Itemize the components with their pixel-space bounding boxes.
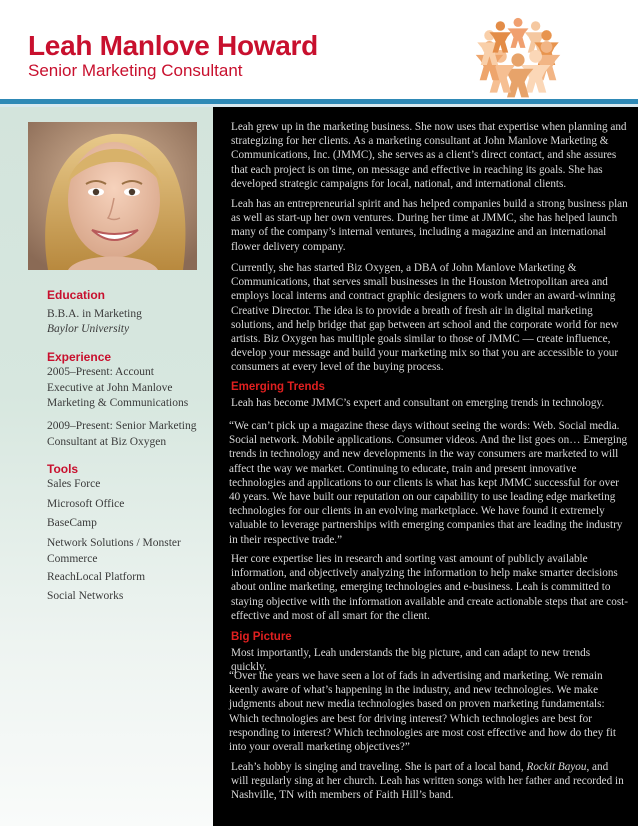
people-circle-logo-icon	[458, 6, 578, 98]
bio-paragraph: Her core expertise lies in research and sorting vast amount of publicly available information, and objectively analyzing the information to help make smarter decisions about online marketing, emerging technologies and e-business. Leah is committed to staying objective with the information available and create actionable steps that are cost-effective and most of all smart for the client.	[231, 553, 629, 622]
bio-paragraph: Leah grew up in the marketing business. She now uses that expertise when planning and strategizing for her clients. As a marketing consultant at John Manlove Marketing & Communications, Inc. (JMMC), she serves as a client’s direct contact, and she assures that each project is on time, on message and effective in reaching its goals. She has developed strategic campaigns for local, national, and international clients.	[231, 121, 627, 190]
person-title: Senior Marketing Consultant	[28, 61, 243, 80]
experience-item: 2009–Present: Senior Marketing Consultant at Biz Oxygen	[47, 420, 197, 448]
header	[0, 0, 638, 102]
big-picture-heading: Big Picture	[231, 631, 292, 643]
band-name: Rockit Bayou	[526, 761, 587, 773]
hobby-paragraph	[231, 760, 628, 803]
tool-item: Microsoft Office	[47, 498, 125, 510]
tools-heading: Tools	[47, 462, 79, 476]
education-degree: B.B.A. in Marketing	[47, 308, 142, 320]
quote-paragraph: “We can’t pick up a magazine these days without seeing the words: Web. Social media. Social network. Mobile applications. Consumer videos. And the list goes on… Emerging trends in technology and new developments in the way consumers are marketed to will affect the way we market. Continuing to educate, train and present innovative technologies and applications to our clients is what has kept JMMC successful for over 40 years. We have built our reputation on our capability to use leading edge marketing technologies for our clients in an evolving marketplace. We have found it extremely valuable to leverage partnerships with emerging companies that are leading the industry in their respective trade.”	[229, 420, 628, 546]
bio-paragraph: Most importantly, Leah understands the big picture, and can adapt to new trends quickly.	[231, 647, 591, 674]
main-content	[213, 107, 638, 826]
bio-paragraph: Leah has become JMMC’s expert and consultant on emerging trends in technology.	[231, 397, 605, 409]
profile-photo	[28, 122, 197, 270]
tool-item: Network Solutions / Monster Commerce	[47, 537, 181, 565]
tool-item: BaseCamp	[47, 517, 97, 529]
emerging-trends-heading: Emerging Trends	[231, 381, 325, 393]
quote-paragraph: “Over the years we have seen a lot of fads in advertising and marketing. We remain keenly aware of what’s happening in the industry, and new technologies. We make judgments about new media technologies based on proven marketing fundamentals: Which technologies are best for driving interest? Which technologies are best for responding to interest? Which technologies are most cost effective and how do they fit into your overall marketing objectives?”	[229, 670, 617, 754]
sidebar	[0, 107, 213, 826]
tool-item: Social Networks	[47, 590, 124, 602]
hobby-text: Leah’s hobby is singing and traveling. She is part of a local band,	[231, 761, 527, 773]
bio-paragraph: Currently, she has started Biz Oxygen, a DBA of John Manlove Marketing & Communications, that serves small businesses in the Houston Metropolitan area and employs local interns and contract graphic designers to work under an award-winning Creative Director. The idea is to provide a breath of fresh air in digital marketing solutions, and help bridge that gap between art school and the corporate world for new artists. Biz Oxygen has multiple goals similar to those of JMMC — create influence, develop your message and build your marketing mix so that you are accessible to your consumers at every level of the buying process.	[231, 262, 619, 374]
tool-item: Sales Force	[47, 478, 101, 490]
person-name: Leah Manlove Howard	[28, 30, 318, 61]
experience-heading: Experience	[47, 350, 112, 364]
education-school: Baylor University	[47, 323, 130, 335]
hobby-text: , and will regularly sing at her church. Leah has written songs with her father and recorded in Nashville, TN with members of Faith Hill’s band.	[231, 761, 624, 802]
experience-item: 2005–Present: Account Executive at John Manlove Marketing & Communications	[47, 366, 189, 409]
tool-item: ReachLocal Platform	[47, 571, 146, 583]
education-heading: Education	[47, 288, 106, 302]
bio-paragraph: Leah has an entrepreneurial spirit and has helped companies build a strong business plan as well as start-up her own ventures. During her time at JMMC, she has helped launch many of the company’s internal ventures, including a magazine and an international flower delivery company.	[231, 198, 628, 253]
